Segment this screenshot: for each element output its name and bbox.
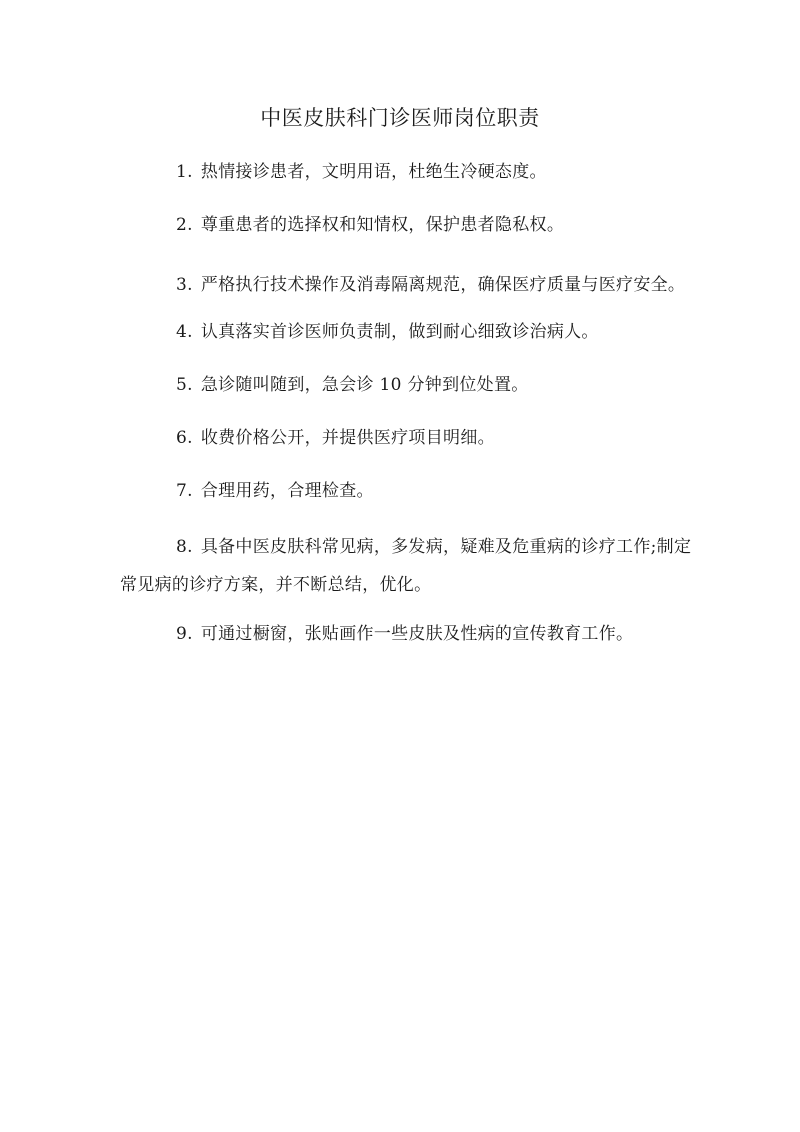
list-item (120, 316, 700, 348)
item-text: 具备中医皮肤科常见病，多发病，疑难及危重病的诊疗工作;制定常见病的诊疗方案，并不断总结，优化。 (120, 537, 692, 595)
item-text: 收费价格公开，并提供医疗项目明细。 (200, 428, 495, 448)
list-item (120, 209, 700, 241)
item-text: 认真落实首诊医师负责制，做到耐心细致诊治病人。 (200, 322, 599, 342)
item-number: 4. (176, 322, 193, 342)
item-number: 6. (176, 428, 193, 448)
item-number: 2. (176, 215, 193, 235)
list-item (120, 262, 700, 309)
item-text: 合理用药，合理检查。 (200, 481, 374, 501)
list-item (120, 369, 700, 401)
list-item (120, 618, 700, 650)
item-number: 9. (176, 624, 193, 644)
item-text: 尊重患者的选择权和知情权，保护患者隐私权。 (200, 215, 565, 235)
list-item (120, 475, 700, 507)
list-item (120, 528, 700, 604)
page-title: 中医皮肤科门诊医师岗位职责 (260, 106, 540, 130)
item-number: 3. (176, 275, 193, 295)
item-number: 1. (176, 162, 193, 182)
list-item (120, 422, 700, 454)
item-text: 热情接诊患者，文明用语，杜绝生冷硬态度。 (200, 162, 547, 182)
item-text: 严格执行技术操作及消毒隔离规范，确保医疗质量与医疗安全。 (200, 275, 686, 295)
list-item (120, 156, 700, 188)
item-text: 可通过橱窗，张贴画作一些皮肤及性病的宣传教育工作。 (200, 624, 634, 644)
duty-list (120, 156, 700, 671)
item-number: 8. (176, 537, 193, 557)
item-number: 5. (176, 375, 193, 395)
item-number: 7. (176, 481, 193, 501)
item-text: 急诊随叫随到，急会诊 10 分钟到位处置。 (200, 375, 529, 395)
